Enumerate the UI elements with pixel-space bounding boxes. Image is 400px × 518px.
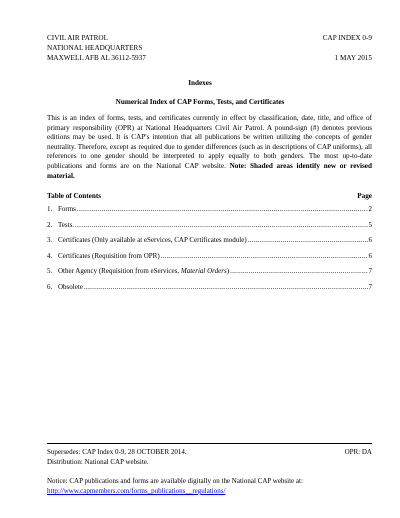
toc-entry-page: 2 <box>368 205 372 213</box>
toc-entry-label: Tests. <box>58 220 75 229</box>
header-index-info <box>323 33 372 63</box>
toc-entry-number: 3. <box>47 236 53 245</box>
header-organization <box>47 33 146 63</box>
toc-leader-dots <box>248 236 368 244</box>
section-title: Indexes <box>188 79 212 87</box>
toc-entry-label: Certificates (Only available at eServices, CAP Certificates module) <box>58 236 247 245</box>
notice-website-link[interactable]: http://www.capmembers.com/forms_publications__regulations/ <box>47 487 226 495</box>
toc-leader-dots <box>75 221 367 229</box>
toc-entry-label: Forms <box>58 205 76 213</box>
toc-entry-obsolete[interactable] <box>47 283 372 299</box>
toc-leader-dots <box>84 283 368 291</box>
header-org-line2: NATIONAL HEADQUARTERS <box>47 44 143 52</box>
toc-entry-certificates-eservices[interactable] <box>47 236 372 252</box>
toc-entry-page: 7 <box>368 267 372 276</box>
toc-entry-page: 5 <box>368 220 372 229</box>
toc-entry-forms[interactable] <box>47 205 372 221</box>
toc-leader-dots <box>230 267 367 275</box>
toc-leader-dots <box>77 205 368 213</box>
toc-entry-number: 2. <box>47 220 53 229</box>
toc-entry-other-agency[interactable] <box>47 267 372 283</box>
toc-entry-label: Other Agency (Requisition from eServices, Material Orders) <box>58 267 230 276</box>
footer-distribution: Distribution: National CAP website. <box>47 458 149 466</box>
footer-supersedes: Supersedes: CAP Index 0-9, 28 OCTOBER 2014. <box>47 448 187 456</box>
toc-leader-dots <box>161 252 368 260</box>
header-index-number: CAP INDEX 0-9 <box>322 34 372 42</box>
toc-entry-tests[interactable] <box>47 221 372 237</box>
toc-entry-label: Obsolete <box>58 282 83 291</box>
toc-entry-certificates-opr[interactable] <box>47 252 372 268</box>
footer-info <box>47 447 372 467</box>
document-title: Numerical Index of CAP Forms, Tests, and Certificates <box>115 98 285 106</box>
toc-entry-page: 6 <box>368 251 372 260</box>
toc-heading: Table of Contents <box>47 192 102 200</box>
header-org-line3: MAXWELL AFB AL 36112-5937 <box>47 54 146 62</box>
toc-heading-row <box>47 192 372 200</box>
toc-entry-number: 4. <box>47 251 53 260</box>
toc-entry-number: 6. <box>47 282 53 291</box>
toc-entry-number: 1. <box>47 205 53 213</box>
toc-page-heading: Page <box>357 192 372 200</box>
header-org-line1: CIVIL AIR PATROL <box>47 34 108 42</box>
toc-entry-page: 7 <box>368 282 372 291</box>
footer-opr: OPR: DA <box>344 448 372 456</box>
header-date: 1 MAY 2015 <box>334 54 372 62</box>
toc-entry-page: 6 <box>368 236 372 245</box>
intro-note: Note: Shaded areas identify new or revised material. <box>47 161 372 180</box>
toc-entry-label: Certificates (Requisition from OPR) <box>58 251 160 260</box>
footer-divider <box>47 443 372 444</box>
intro-paragraph <box>47 114 372 181</box>
footer-notice <box>47 476 372 496</box>
table-of-contents <box>47 205 372 299</box>
toc-entry-number: 5. <box>47 267 53 276</box>
footer-supersedes-row <box>47 447 372 457</box>
header-spacer <box>323 43 372 53</box>
intro-text: This is an index of forms, tests, and certificates currently in effect by classification, date, title, and office of primary responsibility (OPR) at National Headquarters Civil Air Patrol. A pound-sign (#) denotes previous editions may be used. It is CAP's intention that all publications be written utilizing the concepts of gender neutrality. Therefore, except as required due to gender differences (such as in descriptions of CAP uniforms), all references to one gender should be interpreted to apply equally to both genders. The most up-to-date publications and forms are on the National CAP website. <box>47 114 372 170</box>
notice-text: Notice: CAP publications and forms are available digitally on the National CAP website at: <box>47 477 303 485</box>
